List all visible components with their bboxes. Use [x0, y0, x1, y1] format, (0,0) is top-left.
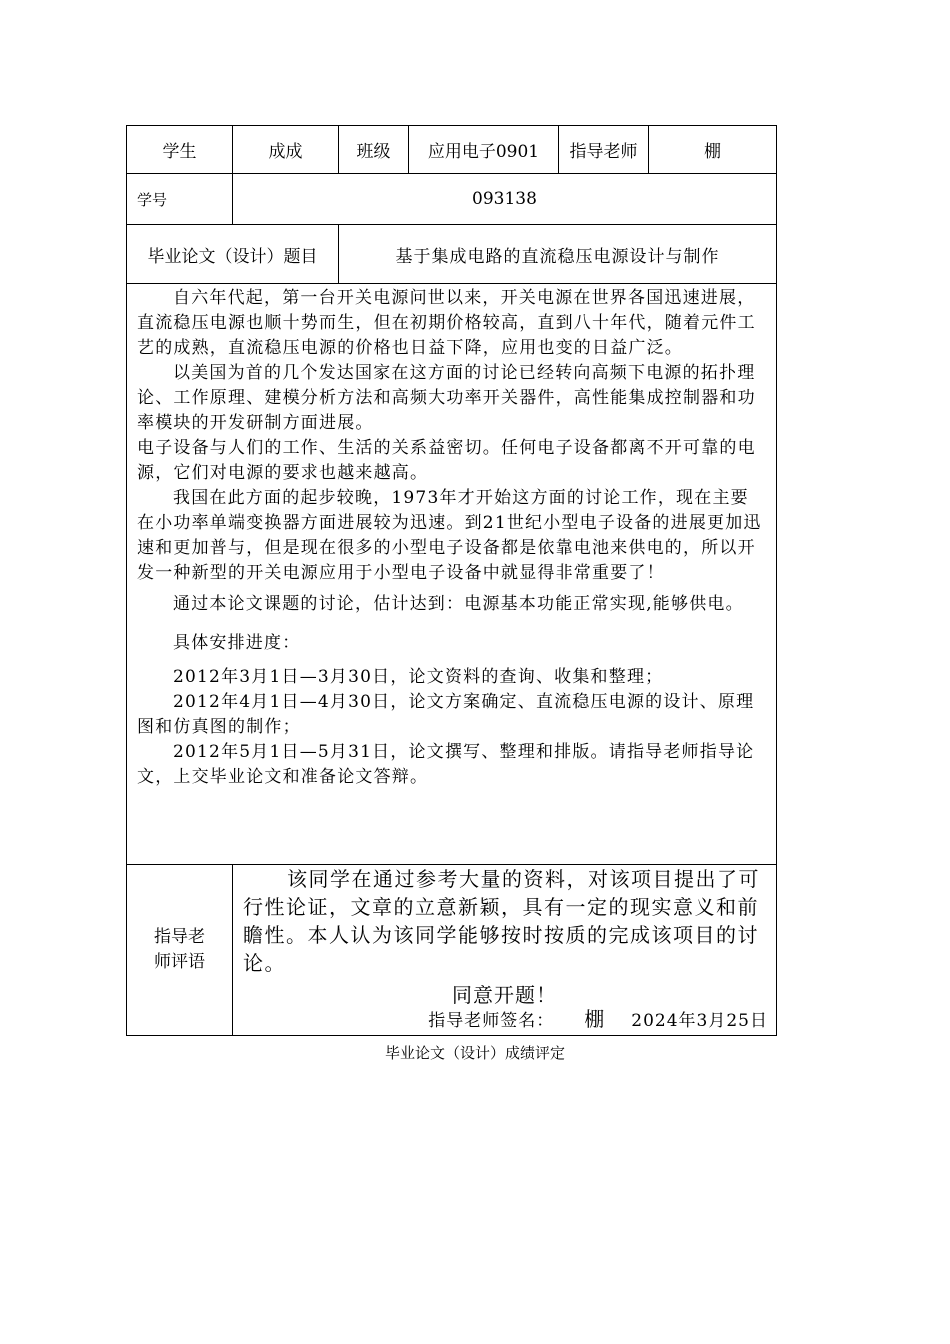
advisor-comment-label	[127, 865, 233, 1036]
advisor-comment-row	[127, 865, 777, 1036]
signature-line	[428, 1007, 768, 1033]
advisor-name: 棚	[649, 126, 777, 174]
student-id-value: 093138	[233, 174, 777, 225]
advisor-comment-label-line2: 师评语	[154, 952, 205, 972]
schedule-heading: 具体安排进度：	[173, 633, 301, 653]
proposal-body-row	[127, 284, 777, 865]
student-info-row	[127, 126, 777, 174]
body-paragraph: 自六年代起，第一台开关电源问世以来，开关电源在世界各国迅速进展，直流稳压电源也顺十势而生，但在初期价格较高，直到八十年代，随着元件工艺的成熟，直流稳压电源的价格也日益下降，应用也变的日益广泛。	[137, 288, 756, 358]
body-paragraph: 我国在此方面的起步较晚，1973年才开始这方面的讨论工作，现在主要在小功率单端变换器方面进展较为迅速。到21世纪小型电子设备的进展更加迅速和更加普与，但是现在很多的小型电子设备都是依靠电池来供电的，所以开发一种新型的开关电源应用于小型电子设备中就显得非常重要了！	[137, 488, 762, 583]
topic-value: 基于集成电路的直流稳压电源设计与制作	[339, 225, 777, 284]
grade-evaluation-title: 毕业论文（设计）成绩评定	[384, 1044, 565, 1062]
advisor-comment-label-line1: 指导老	[154, 927, 205, 947]
advisor-comment-text: 该同学在通过参考大量的资料，对该项目提出了可行性论证，文章的立意新颖，具有一定的现实意义和前瞻性。本人认为该同学能够按时按质的完成该项目的讨论。	[243, 867, 760, 975]
class-label: 班级	[339, 126, 409, 174]
student-id-row	[127, 174, 777, 225]
student-label: 学生	[127, 126, 233, 174]
approval-text: 同意开题！	[452, 983, 557, 1007]
signature-date: 2024年3月25日	[631, 1011, 768, 1031]
advisor-comment-cell	[233, 865, 777, 1036]
schedule-item: 2012年4月1日—4月30日，论文方案确定、直流稳压电源的设计、原理图和仿真图的制作；	[137, 692, 755, 737]
advisor-label: 指导老师	[559, 126, 649, 174]
schedule-item: 2012年3月1日—3月30日，论文资料的查询、收集和整理；	[173, 667, 664, 687]
topic-row	[127, 225, 777, 284]
proposal-form-table	[126, 125, 777, 1036]
body-paragraph: 以美国为首的几个发达国家在这方面的讨论已经转向高频下电源的拓扑理论、工作原理、建模分析方法和高频大功率开关器件，高性能集成控制器和功率模块的开发研制方面进展。	[137, 363, 756, 433]
class-value: 应用电子0901	[409, 126, 559, 174]
proposal-body	[127, 284, 777, 865]
student-name: 成成	[233, 126, 339, 174]
signature-label: 指导老师签名：	[428, 1011, 555, 1031]
body-paragraph: 电子设备与人们的工作、生活的关系益密切。任何电子设备都离不开可靠的电源，它们对电源的要求也越来越高。	[137, 438, 756, 483]
body-paragraph: 通过本论文课题的讨论，估计达到：电源基本功能正常实现,能够供电。	[173, 594, 744, 614]
signature-name: 棚	[584, 1007, 606, 1031]
schedule-item: 2012年5月1日—5月31日，论文撰写、整理和排版。请指导老师指导论文，上交毕业论文和准备论文答辩。	[137, 742, 755, 787]
student-id-label: 学号	[127, 174, 233, 225]
topic-label: 毕业论文（设计）题目	[127, 225, 339, 284]
